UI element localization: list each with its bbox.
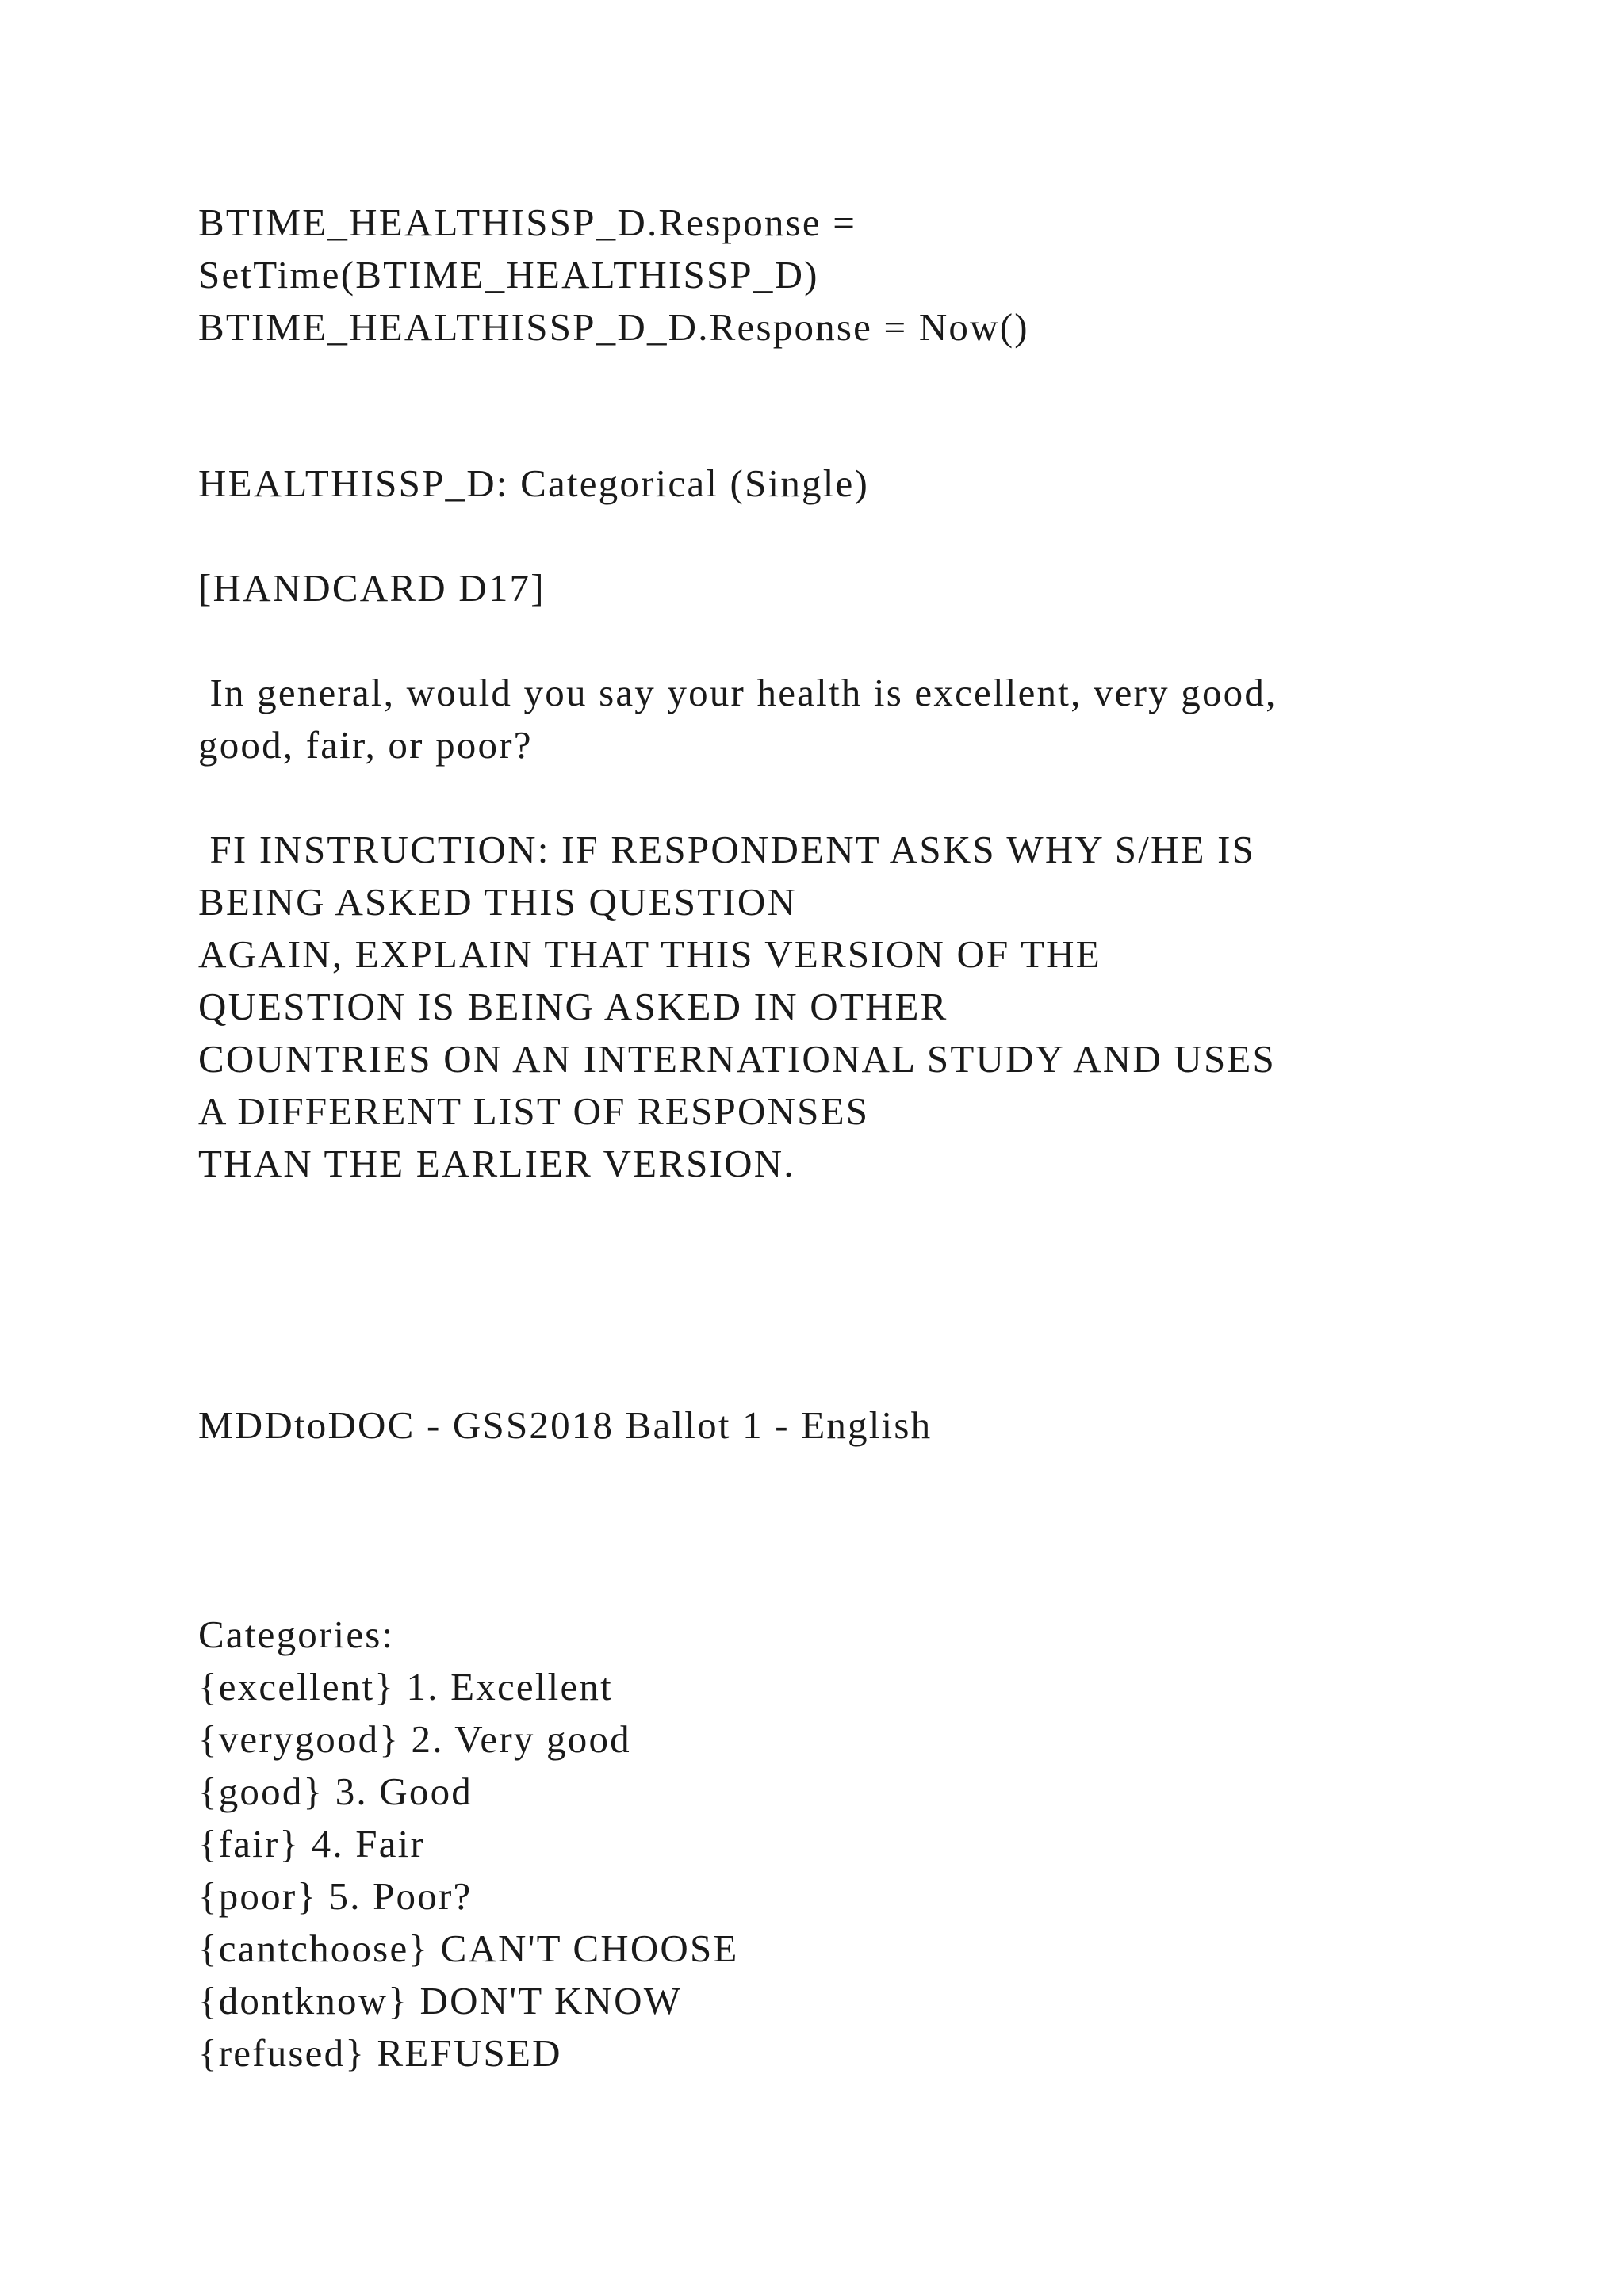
category-item: {good} 3. Good bbox=[198, 1770, 473, 1813]
instruction-line-2: BEING ASKED THIS QUESTION bbox=[198, 880, 798, 924]
question-text-line-1: In general, would you say your health is excellent, very good, bbox=[198, 671, 1277, 714]
category-item: {dontknow} DON'T KNOW bbox=[198, 1979, 683, 2022]
question-text-line-2: good, fair, or poor? bbox=[198, 723, 533, 767]
category-item: {verygood} 2. Very good bbox=[198, 1717, 631, 1761]
instruction-line-3: AGAIN, EXPLAIN THAT THIS VERSION OF THE bbox=[198, 932, 1101, 976]
code-line-1: BTIME_HEALTHISSP_D.Response = bbox=[198, 201, 857, 244]
instruction-line-1: FI INSTRUCTION: IF RESPONDENT ASKS WHY S/HE IS bbox=[198, 828, 1256, 871]
category-item: {fair} 4. Fair bbox=[198, 1822, 426, 1866]
category-item: {cantchoose} CAN'T CHOOSE bbox=[198, 1927, 739, 1970]
category-item: {refused} REFUSED bbox=[198, 2031, 562, 2075]
instruction-line-4: QUESTION IS BEING ASKED IN OTHER bbox=[198, 985, 948, 1028]
category-item: {excellent} 1. Excellent bbox=[198, 1665, 613, 1709]
categories-heading: Categories: bbox=[198, 1613, 395, 1656]
code-line-3: BTIME_HEALTHISSP_D_D.Response = Now() bbox=[198, 305, 1029, 349]
code-line-2: SetTime(BTIME_HEALTHISSP_D) bbox=[198, 253, 819, 297]
category-item: {poor} 5. Poor? bbox=[198, 1874, 473, 1918]
document-title: MDDtoDOC - GSS2018 Ballot 1 - English bbox=[198, 1403, 933, 1447]
instruction-line-5: COUNTRIES ON AN INTERNATIONAL STUDY AND USES bbox=[198, 1037, 1277, 1081]
instruction-line-6: A DIFFERENT LIST OF RESPONSES bbox=[198, 1089, 870, 1133]
question-header: HEALTHISSP_D: Categorical (Single) bbox=[198, 461, 870, 505]
handcard-label: [HANDCARD D17] bbox=[198, 566, 546, 610]
instruction-line-7: THAN THE EARLIER VERSION. bbox=[198, 1142, 795, 1185]
